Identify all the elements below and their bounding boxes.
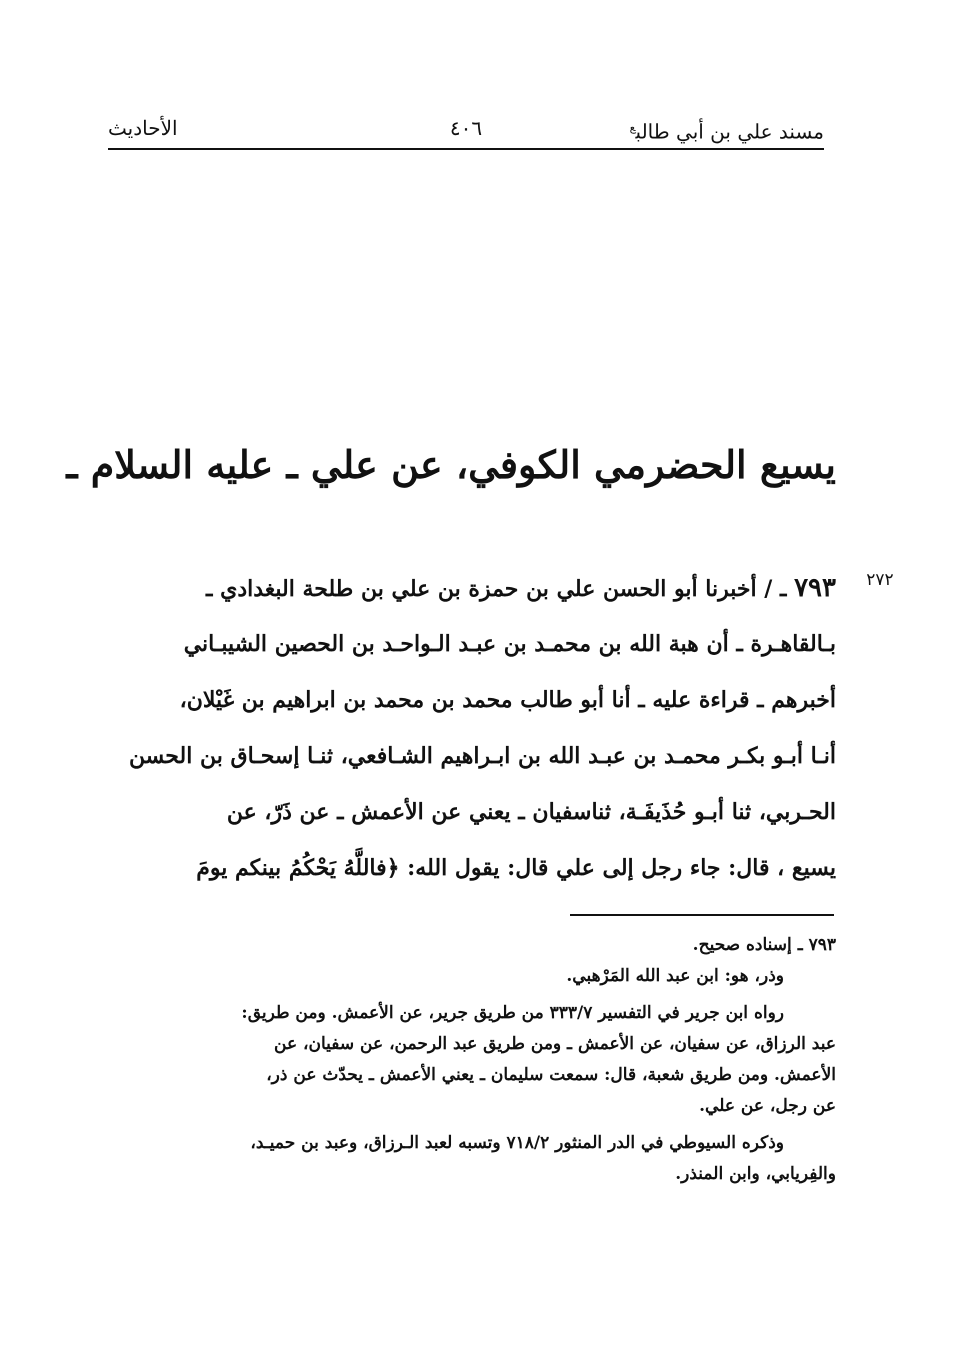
- header-book-title-text: مسند علي بن أبي طالب: [635, 119, 824, 144]
- footnote-line: الأعمش. ومن طريق شعبة، قال: سمعت سليمان ـ يعني الأعمش ـ يحدّث عن ذر،: [266, 1065, 836, 1085]
- hadith-line: أخبرهم ـ قراءة عليه ـ أنا أبو طالب محمد بن محمد بن ابراهيم بن غَيْلان،: [179, 687, 836, 713]
- hadith-line-1-text: ـ / أخبرنا أبو الحسن علي بن حمزة بن علي بن طلحة البغدادي ـ: [206, 576, 787, 602]
- footnote-line: والفِريابي، وابن المنذر.: [675, 1164, 836, 1184]
- margin-reference: ٢٧٢: [866, 570, 894, 590]
- footnote-line: عبد الرزاق، عن سفيان، عن الأعمش ـ ومن طريق عبد الرحمن، عن سفيان، عن: [274, 1034, 836, 1054]
- hadith-line: يسيع ، قال: جاء رجل إلى علي قال: يقول الله: ﴿فاللَّهُ يَحْكُمُ بينكم يومَ: [196, 855, 836, 881]
- footnote-line: وذكره السيوطي في الدر المنثور ٧١٨/٢ وتسبه لعبد الـرزاق، وعبد بن حميـد،: [250, 1133, 784, 1153]
- footnote-rule: [570, 914, 834, 916]
- chapter-title: يسيع الحضرمي الكوفي، عن علي ـ عليه السلام ـ: [66, 442, 836, 487]
- footnote-line: رواه ابن جرير في التفسير ٣٣٣/٧ من طريق جرير، عن الأعمش. ومن طريق:: [241, 1003, 784, 1023]
- hadith-line: بـالقاهـرة ـ أن هبة الله بن محمـد بن عبـد الـواحـد بن الحصين الشيبـاني: [183, 631, 836, 657]
- running-header: [108, 114, 824, 150]
- page-number: ٤٠٦: [449, 116, 483, 140]
- footnotes: [108, 930, 836, 1190]
- hadith-number: ٧٩٣: [794, 573, 836, 603]
- hadith-line: الحـربي، ثنا أبـو حُذَيفَـة، ثناسفيان ـ يعني عن الأعمش ـ عن ذَرّ، عن: [226, 799, 836, 825]
- header-rule: [108, 148, 824, 150]
- footnote-line: وذر، هو: ابن عبد الله المَرْهبي.: [566, 966, 784, 986]
- header-section: الأحاديث: [108, 116, 178, 140]
- footnote-number-line: ٧٩٣ ـ إسناده صحيح.: [692, 935, 836, 955]
- hadith-line: [120, 560, 836, 616]
- hadith-text: [120, 560, 836, 896]
- header-title-mark: ع: [629, 121, 636, 134]
- footnote-line: عن رجل، عن علي.: [699, 1096, 836, 1116]
- hadith-line: أنـا أبـو بكـر محمـد بن عبـد الله بن ابـراهيم الشـافعي، ثنـا إسحـاق بن الحسن: [128, 743, 836, 769]
